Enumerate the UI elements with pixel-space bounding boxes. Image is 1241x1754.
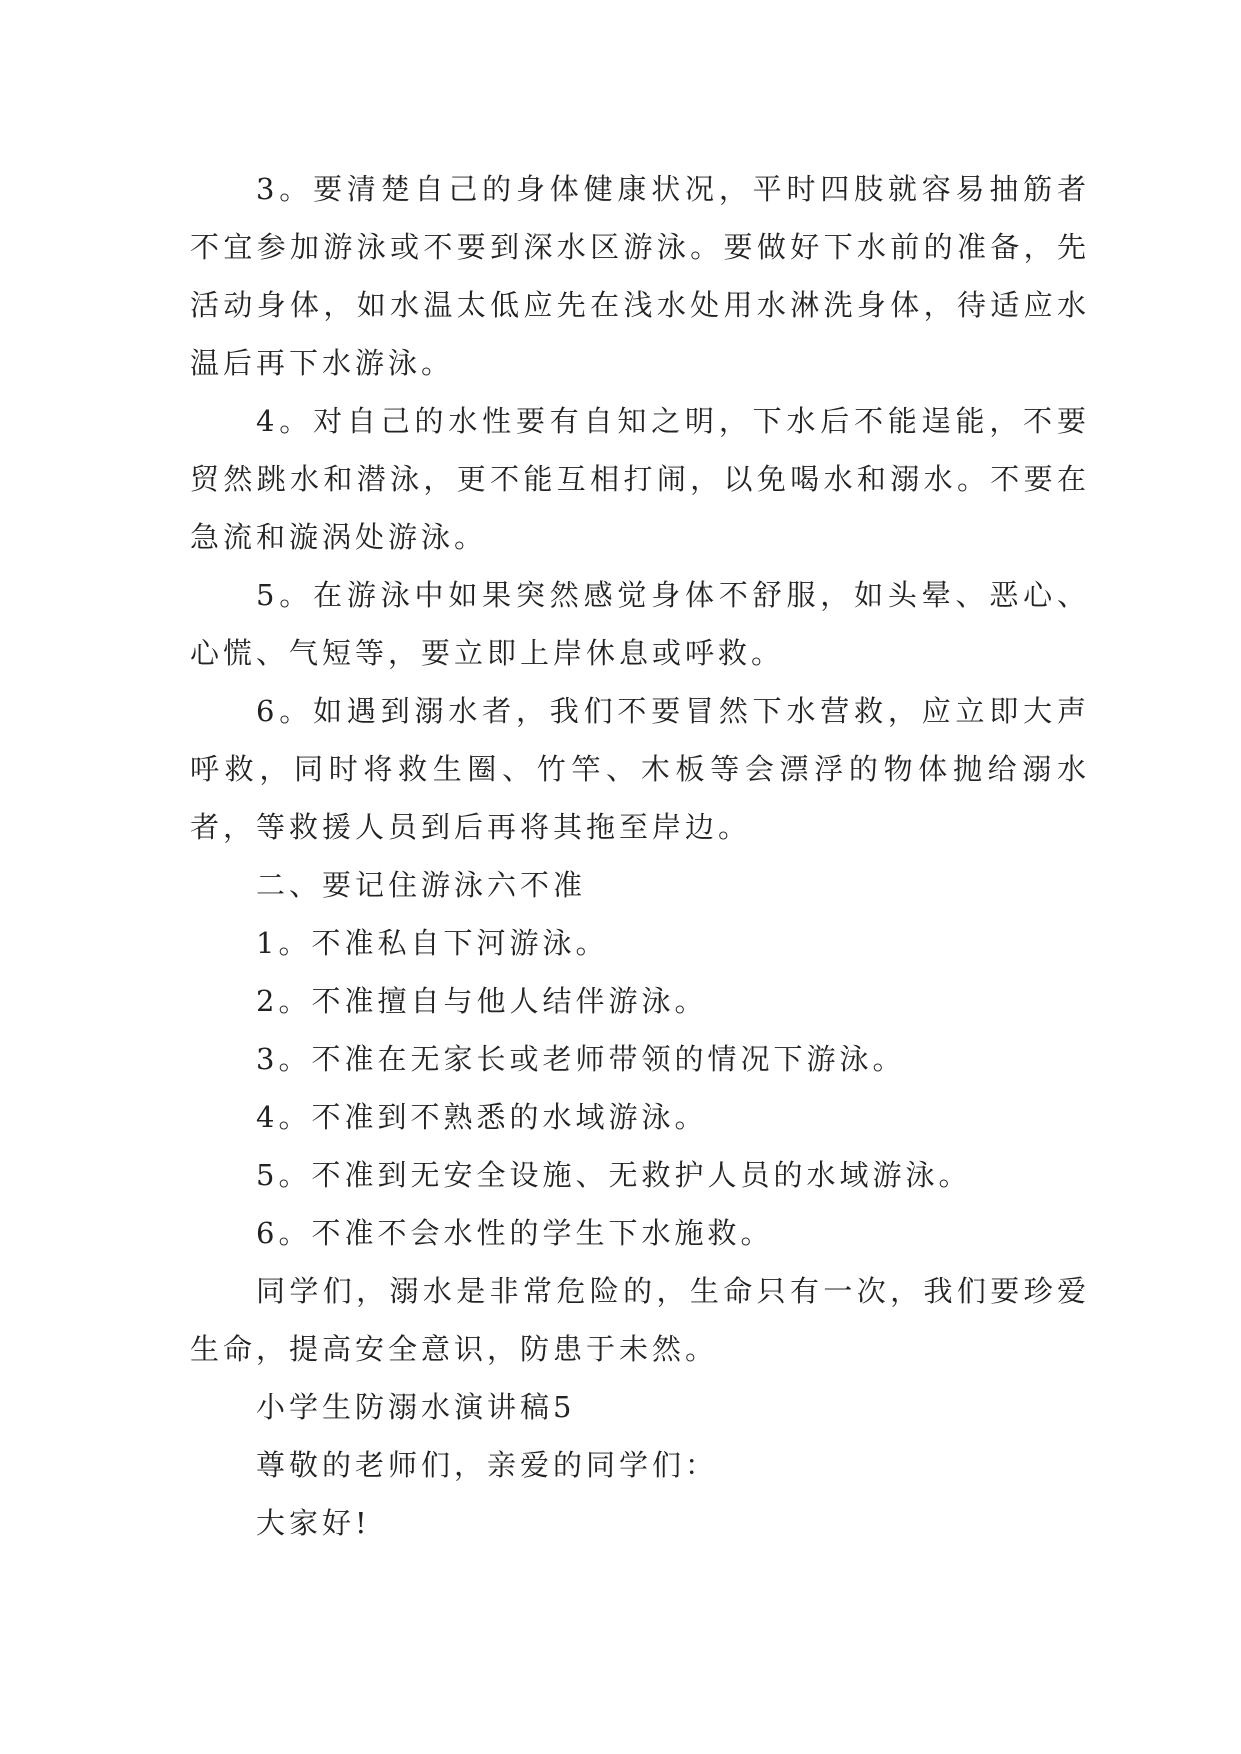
salutation: 尊敬的老师们，亲爱的同学们： bbox=[256, 1448, 719, 1482]
rule-item-2: 2。不准擅自与他人结伴游泳。 bbox=[256, 984, 708, 1018]
rule-item-1: 1。不准私自下河游泳。 bbox=[256, 926, 609, 960]
greeting: 大家好! bbox=[256, 1506, 371, 1540]
paragraph-6: 6。如遇到溺水者，我们不要冒然下水营救，应立即大声呼救，同时将救生圈、竹竿、木板等会漂浮的物体抛给溺水者，等救援人员到后再将其拖至岸边。 bbox=[190, 694, 1090, 844]
rule-item-5: 5。不准到无安全设施、无救护人员的水域游泳。 bbox=[256, 1158, 972, 1192]
paragraph-3: 3。要清楚自己的身体健康状况，平时四肢就容易抽筋者不宜参加游泳或不要到深水区游泳。要做好下水前的准备，先活动身体，如水温太低应先在浅水处用水淋洗身体，待适应水温后再下水游泳。 bbox=[190, 172, 1090, 380]
document-body bbox=[190, 160, 1090, 1552]
next-speech-title: 小学生防溺水演讲稿5 bbox=[256, 1390, 576, 1424]
rule-item-4: 4。不准到不熟悉的水域游泳。 bbox=[256, 1100, 708, 1134]
rule-item-6: 6。不准不会水性的学生下水施救。 bbox=[256, 1216, 774, 1250]
rule-item-3: 3。不准在无家长或老师带领的情况下游泳。 bbox=[256, 1042, 906, 1076]
paragraph-5: 5。在游泳中如果突然感觉身体不舒服，如头晕、恶心、心慌、气短等，要立即上岸休息或呼救。 bbox=[190, 578, 1090, 670]
paragraph-4: 4。对自己的水性要有自知之明，下水后不能逞能，不要贸然跳水和潜泳，更不能互相打闹，以免喝水和溺水。不要在急流和漩涡处游泳。 bbox=[190, 404, 1090, 554]
closing-paragraph: 同学们，溺水是非常危险的，生命只有一次，我们要珍爱生命，提高安全意识，防患于未然。 bbox=[190, 1274, 1090, 1366]
section-heading: 二、要记住游泳六不准 bbox=[256, 868, 587, 902]
